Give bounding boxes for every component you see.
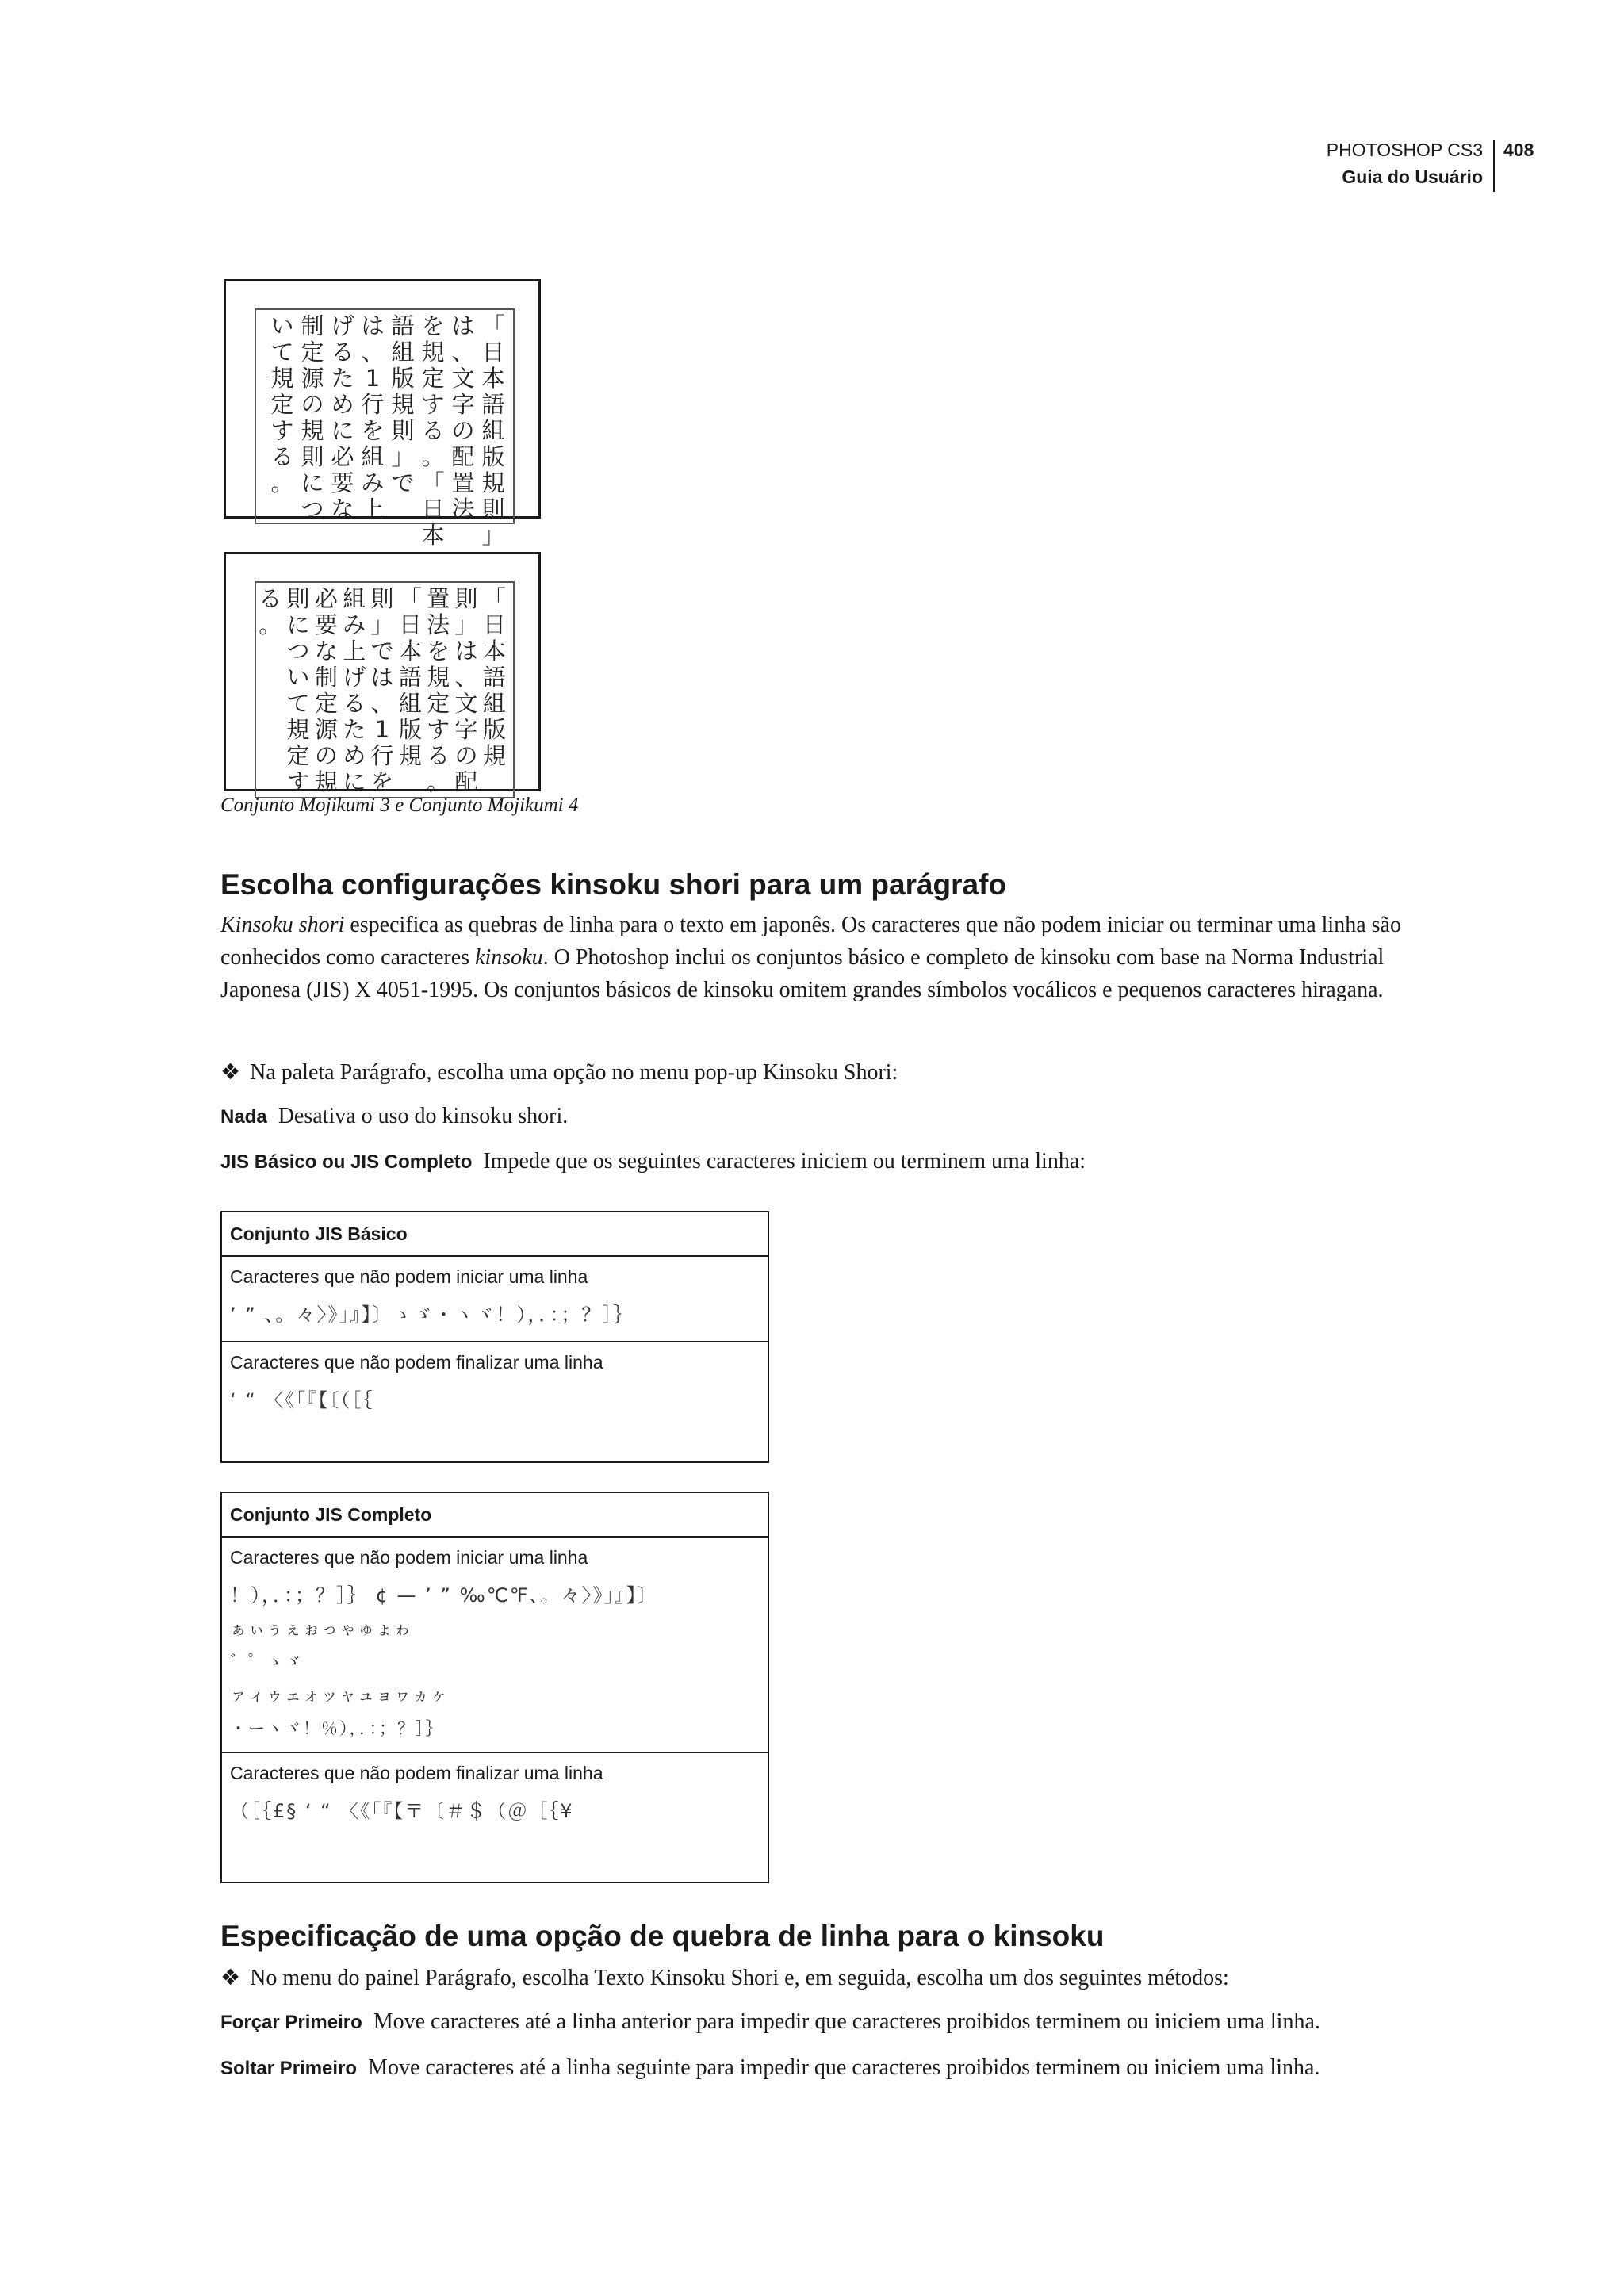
bullet-icon: ❖ bbox=[220, 1964, 241, 1990]
table-row-chars: ！），．：；？］｝ ¢ — ’ ” ‰℃℉、。々〉》」』】〕 bbox=[230, 1584, 658, 1607]
vertical-text-column: 制 定 源 の 規 則 に つ bbox=[301, 312, 324, 523]
option-forcar-primeiro bbox=[220, 2009, 1320, 2035]
table-title: Conjunto JIS Completo bbox=[222, 1493, 768, 1538]
option-jis bbox=[220, 1149, 1086, 1174]
table-row-label: Caracteres que não podem iniciar uma linha bbox=[230, 1266, 588, 1287]
option-description: Impede que os seguintes caracteres iniciem ou terminem uma linha: bbox=[483, 1149, 1086, 1174]
table-row-label: Caracteres que não podem finalizar uma linha bbox=[230, 1763, 603, 1783]
header-guide-title: Guia do Usuário bbox=[1342, 167, 1483, 187]
bullet-icon: ❖ bbox=[220, 1059, 241, 1085]
jis-basic-table bbox=[220, 1211, 769, 1463]
vertical-text-column: 則 に つ い て 規 定 す bbox=[286, 585, 310, 795]
option-term: Nada bbox=[220, 1106, 267, 1128]
section-title-line-break-option: Especificação de uma opção de quebra de linha para o kinsoku bbox=[220, 1920, 1105, 1952]
option-description: Move caracteres até a linha anterior para impedir que caracteres proibidos terminem ou iniciem uma linha. bbox=[373, 2009, 1320, 2034]
mojikumi-figure-4 bbox=[224, 552, 541, 795]
header-divider bbox=[1493, 140, 1495, 192]
table-row-chars: （［｛£§ ‘ “ 〈《「『【〒〔＃＄（＠［｛¥ bbox=[230, 1800, 574, 1822]
table-row-label: Caracteres que não podem finalizar uma linha bbox=[230, 1352, 603, 1373]
option-description: Move caracteres até a linha seguinte para impedir que caracteres proibidos terminem ou iniciem uma linha. bbox=[368, 2055, 1320, 2080]
table-row-chars: ・ーヽヾ！％），．：；？］｝ bbox=[230, 1719, 444, 1738]
vertical-text-column: る 。 bbox=[259, 585, 282, 638]
vertical-text-column: 「 日 本 語 組 版 規 則 」 bbox=[481, 312, 505, 549]
option-nada bbox=[220, 1104, 568, 1129]
table-title: Conjunto JIS Básico bbox=[222, 1212, 768, 1257]
vertical-text-box-1 bbox=[255, 308, 515, 549]
intro-term: Kinsoku shori bbox=[220, 913, 345, 937]
table-row-chars: ァィゥェォッャュョヮヵヶ bbox=[230, 1686, 449, 1705]
instruction-bullet bbox=[220, 1059, 898, 1086]
table-row-label: Caracteres que não podem iniciar uma linha bbox=[230, 1547, 588, 1568]
figure-caption: Conjunto Mojikumi 3 e Conjunto Mojikumi 4 bbox=[220, 795, 579, 816]
header-product-name: PHOTOSHOP CS3 bbox=[1326, 140, 1483, 160]
vertical-text-column: 則 」 で は 、 1 行 を bbox=[370, 585, 394, 795]
instruction-bullet bbox=[220, 1964, 1229, 1991]
section-title-kinsoku-settings: Escolha configurações kinsoku shori para um parágrafo bbox=[220, 868, 1007, 901]
instruction-text: No menu do painel Parágrafo, escolha Texto Kinsoku Shori e, em seguida, escolha um dos seguintes métodos: bbox=[250, 1966, 1229, 1990]
instruction-text: Na paleta Parágrafo, escolha uma opção no menu pop-up Kinsoku Shori: bbox=[250, 1060, 898, 1085]
vertical-text-column: げ る た め に 必 要 な bbox=[331, 312, 354, 523]
vertical-text-column: は 、 文 字 の 配 置 法 bbox=[451, 312, 475, 523]
vertical-text-column: 語 組 版 規 則 」 で bbox=[391, 312, 415, 496]
vertical-text-column: 置 法 を 規 定 す る 。 bbox=[427, 585, 450, 795]
option-term: Forçar Primeiro bbox=[220, 2012, 362, 2033]
intro-term-2: kinsoku bbox=[475, 945, 543, 970]
table-row-chars: ‘ “ 〈《「『【〔（［｛ bbox=[230, 1389, 374, 1411]
intro-text-1: especifica as quebras de linha para o texto em japonês. Os caracteres que não podem iniciar ou terminar uma linha são conhecidos como caracteres bbox=[220, 913, 1401, 970]
vertical-text-column: 必 要 な 制 定 源 の 規 bbox=[314, 585, 338, 795]
vertical-text-box-2 bbox=[255, 581, 515, 798]
jis-full-table bbox=[220, 1492, 769, 1883]
intro-paragraph bbox=[220, 909, 1426, 1006]
option-term: Soltar Primeiro bbox=[220, 2058, 358, 2079]
vertical-text-column: は 、 1 行 を 組 み 上 bbox=[361, 312, 385, 523]
vertical-text-column: 組 み 上 げ る た め に bbox=[343, 585, 366, 795]
vertical-text-column: 「 日 本 語 組 版 規 bbox=[398, 585, 422, 769]
intro-text-2: . O Photoshop inclui os conjuntos básico e completo de kinsoku com base na Norma Industrial Japonesa (JIS) X 4051-1995. Os conjuntos básicos de kinsoku omitem grandes símbolos vocálicos e pequenos caracteres hiragana. bbox=[220, 945, 1385, 1002]
vertical-text-column: 則 」 は 、 文 字 の 配 bbox=[454, 585, 478, 795]
page-number: 408 bbox=[1503, 140, 1534, 160]
option-soltar-primeiro bbox=[220, 2055, 1320, 2081]
vertical-text-column: い て 規 定 す る 。 bbox=[270, 312, 294, 496]
table-row-chars: ’ ” 、。々〉》」』】〕ゝゞ・ヽヾ！），．：；？］｝ bbox=[230, 1304, 634, 1326]
option-term: JIS Básico ou JIS Completo bbox=[220, 1151, 473, 1173]
table-row-chars: ゛゜ゝゞ bbox=[230, 1653, 303, 1672]
vertical-text-column: を 規 定 す る 。 「 日 本 bbox=[421, 312, 445, 549]
vertical-text-column: 「 日 本 語 組 版 規 bbox=[482, 585, 506, 769]
option-description: Desativa o uso do kinsoku shori. bbox=[278, 1104, 569, 1128]
mojikumi-figure-3 bbox=[224, 279, 541, 549]
table-row-chars: ぁぃぅぇぉっゃゅょゎ bbox=[230, 1619, 412, 1638]
